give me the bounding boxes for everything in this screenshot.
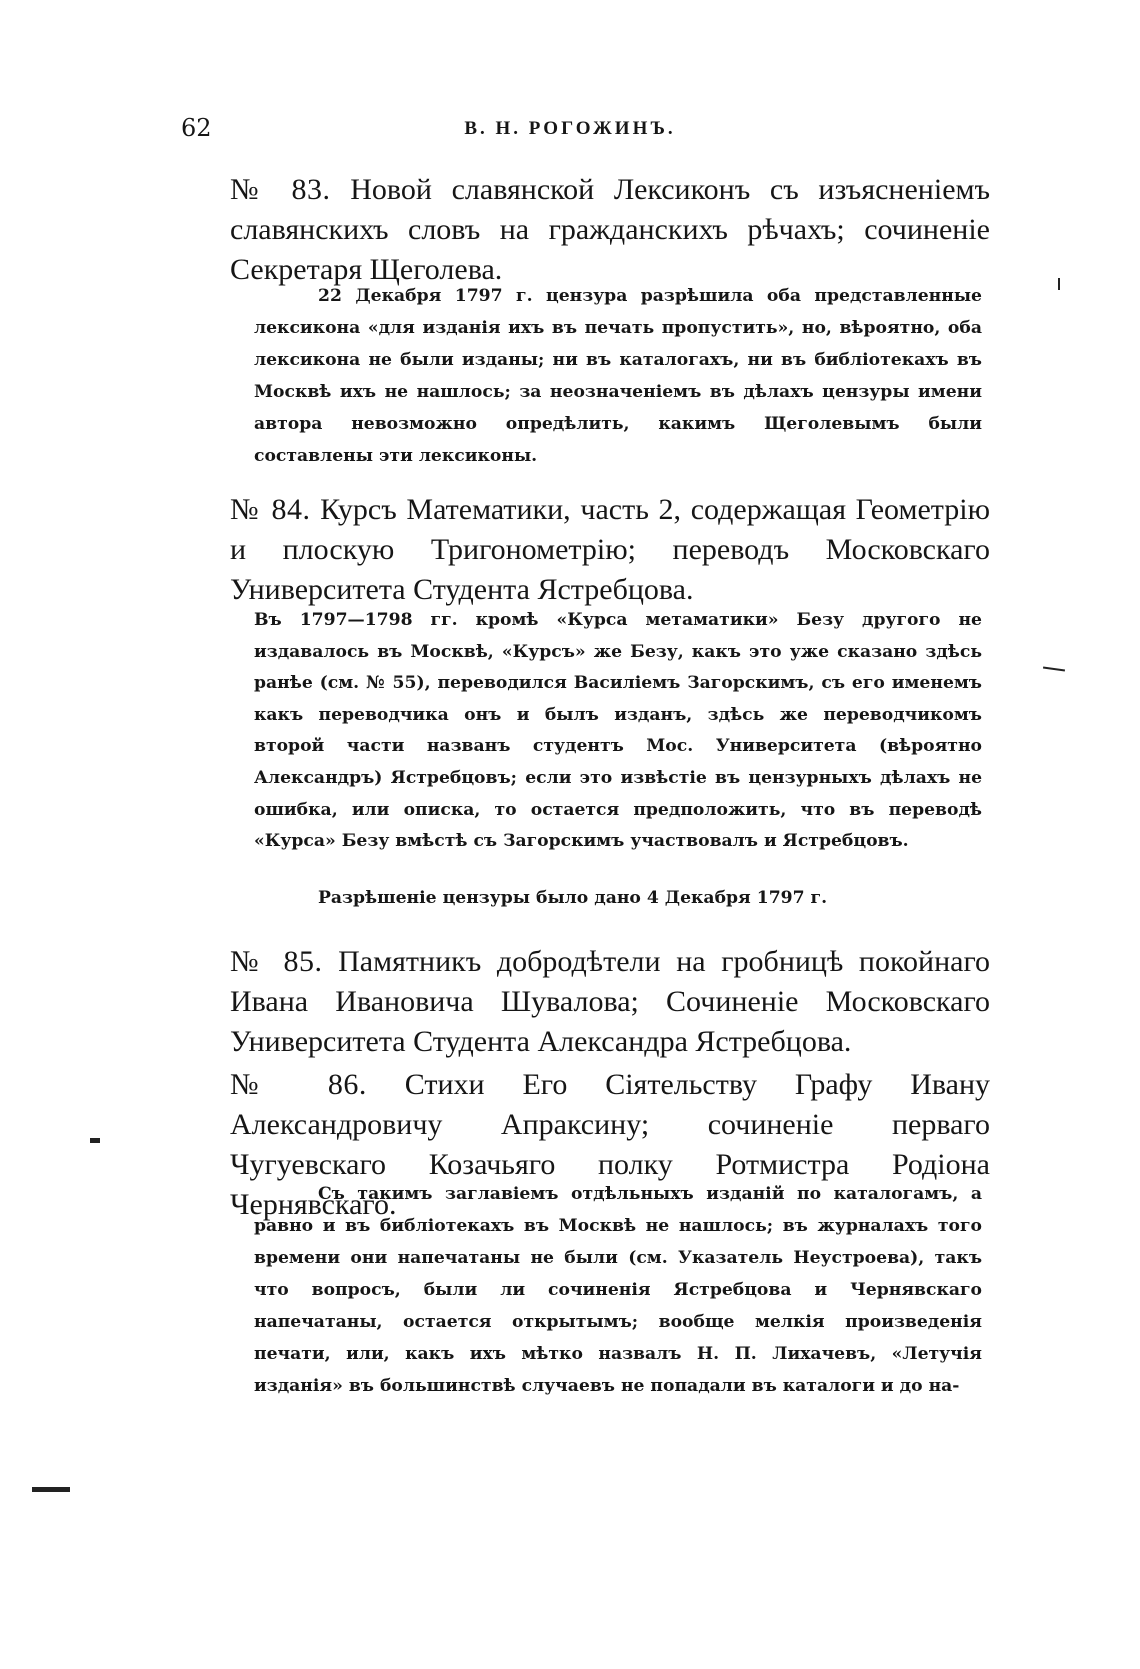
entry-number: № 86. (230, 1068, 367, 1101)
entry-85 (230, 942, 990, 1062)
entry-title: Курсъ Математики, часть 2, содержащая Геометрію и плоскую Тригонометрію; переводъ Московскаго Университета Студента Ястребцова. (230, 493, 991, 606)
entry-84-note: Въ 1797—1798 гг. кромѣ «Курса метаматики» Безу другого не издавалось въ Москвѣ, «Курсъ» же Безу, какъ это уже сказано здѣсь ранѣе (см. № 55), переводился Василіемъ Загорскимъ, съ его именемъ какъ переводчика онъ и былъ изданъ, здѣсь же переводчикомъ второй части названъ студентъ Мос. Университета (вѣроятно Александръ) Ястребцовъ; если это извѣстіе въ цензурныхъ дѣлахъ не ошибка, или описка, то остается предположить, что въ переводѣ «Курса» Безу вмѣстѣ съ Загорскимъ участвовалъ и Ястребцовъ. (254, 610, 982, 852)
entry-number: № 84. (230, 493, 311, 526)
scan-mark (1058, 278, 1060, 290)
entry-86-note: Съ такимъ заглавіемъ отдѣльныхъ изданій по каталогамъ, а равно и въ библіотекахъ въ Москвѣ не нашлось; въ журналахъ того времени они напечатаны не были (см. Указатель Неустроева), такъ что вопросъ, были ли сочиненія Ястребцова и Чернявскаго напечатаны, остается открытымъ; вообще мелкія произведенія печати, или, какъ ихъ мѣтко назвалъ Н. П. Лихачевъ, «Летучія изданія» въ большинствѣ случаевъ не попадали въ каталоги и до на- (254, 1184, 982, 1396)
page-number: 62 (181, 114, 212, 142)
entry-83 (230, 170, 990, 290)
entry-84-censorship: Разрѣшеніе цензуры было дано 4 Декабря 1797 г. (318, 888, 828, 908)
entry-number: № 85. (230, 945, 323, 978)
scan-mark (32, 1487, 70, 1492)
entry-84 (230, 490, 990, 610)
entry-number: № 83. (230, 173, 331, 206)
entry-83-note: 22 Декабря 1797 г. цензура разрѣшила оба представленные лексикона «для изданія ихъ въ печать пропустить», но, вѣроятно, оба лексикона не были изданы; ни въ каталогахъ, ни въ библіотекахъ въ Москвѣ ихъ не нашлось; за неозначеніемъ въ дѣлахъ цензуры имени автора невозможно опредѣлить, какимъ Щеголевымъ были составлены эти лексиконы. (254, 286, 982, 466)
entry-title: Памятникъ добродѣтели на гробницѣ покойнаго Ивана Ивановича Шувалова; Сочиненіе Московскаго Университета Студента Александра Ястребцова. (230, 945, 991, 1058)
scan-mark (1043, 666, 1065, 671)
scan-mark (90, 1138, 100, 1143)
entry-title: Новой славянской Лексиконъ съ изъясненіемъ славянскихъ словъ на гражданскихъ рѣчахъ; сочиненіе Секретаря Щеголева. (230, 173, 991, 286)
entry-title: Стихи Его Сіятельству Графу Ивану Александровичу Апраксину; сочиненіе перваго Чугуевскаго Козачьяго полку Ротмистра Родіона Чернявскаго. (230, 1068, 991, 1221)
running-head: В. Н. РОГОЖИНЪ. (464, 118, 676, 139)
